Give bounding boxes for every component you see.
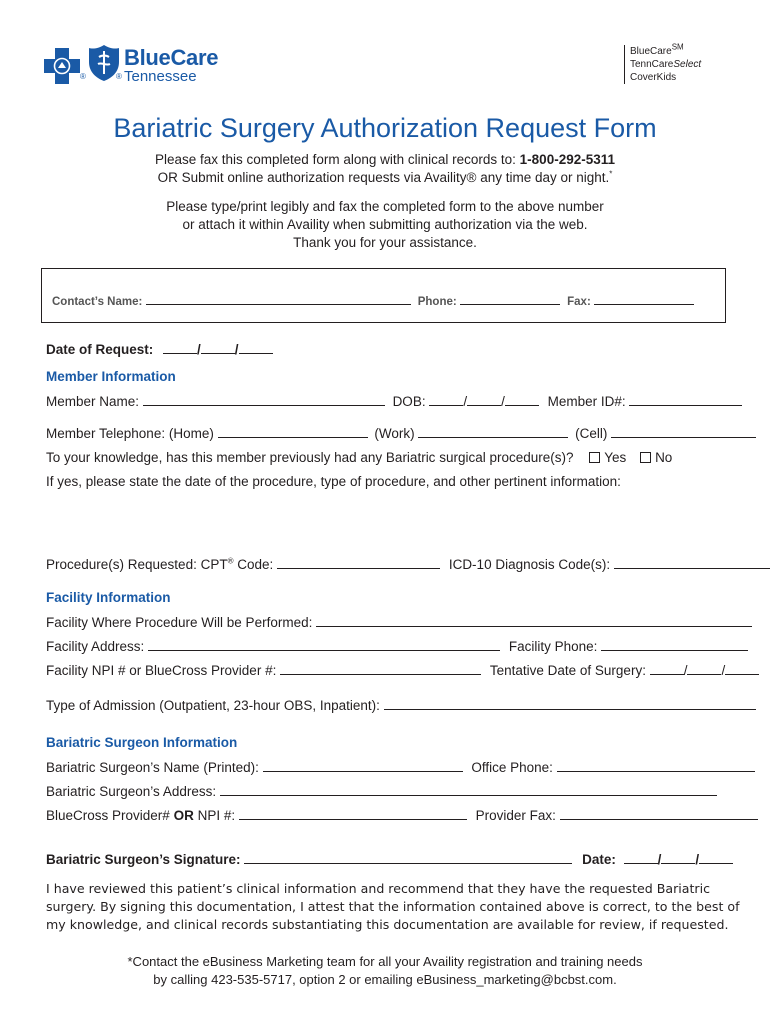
member-name-row xyxy=(46,393,742,410)
signature-field[interactable] xyxy=(244,851,572,864)
date-separator: / xyxy=(463,394,468,409)
contact-phone-label: Phone: xyxy=(417,296,457,308)
request-month-field[interactable] xyxy=(163,341,197,354)
surgeon-address-field[interactable] xyxy=(220,783,717,796)
previous-procedure-details-area[interactable] xyxy=(46,494,724,544)
attestation-line-1: I have reviewed this patient’s clinical information and recommend that they have the requested Bariatric xyxy=(46,881,711,896)
bluecare-logo xyxy=(44,44,234,84)
footer-line-2: by calling 423-535-5717, option 2 or emailing eBusiness_marketing@bcbst.com. xyxy=(153,972,617,987)
attestation-paragraph xyxy=(46,880,740,934)
registered-mark-2: ® xyxy=(116,72,122,81)
instruction-line-1: Please type/print legibly and fax the completed form to the above number xyxy=(166,199,604,214)
facility-address-label: Facility Address: xyxy=(46,639,145,654)
admission-type-label: Type of Admission (Outpatient, 23-hour OBS, Inpatient): xyxy=(46,698,380,713)
page-title: Bariatric Surgery Authorization Request Form xyxy=(113,113,657,143)
office-phone-field[interactable] xyxy=(557,759,755,772)
facility-section-heading: Facility Information xyxy=(46,590,171,605)
registered-mark: ® xyxy=(80,72,86,81)
contact-phone-field[interactable] xyxy=(460,292,560,305)
footer-line-1: *Contact the eBusiness Marketing team for all your Availity registration and training needs xyxy=(127,954,643,969)
member-id-field[interactable] xyxy=(629,393,742,406)
admission-type-row xyxy=(46,697,756,714)
provider-fax-label: Provider Fax: xyxy=(475,808,556,823)
surgery-day-field[interactable] xyxy=(687,662,721,675)
program-bluecare xyxy=(630,42,701,58)
no-label: No xyxy=(655,450,673,465)
registered-mark: ® xyxy=(227,556,234,566)
facility-phone-field[interactable] xyxy=(601,638,748,651)
facility-npi-row xyxy=(46,662,759,679)
cpt-code-field[interactable] xyxy=(277,556,440,569)
work-phone-label: (Work) xyxy=(374,426,415,441)
npi-label: NPI #: xyxy=(197,808,236,823)
date-separator: / xyxy=(657,852,662,867)
instruction-line-3: Thank you for your assistance. xyxy=(293,235,477,250)
no-checkbox[interactable] xyxy=(640,452,651,463)
or-label: OR xyxy=(173,808,194,823)
fax-instruction xyxy=(0,152,770,167)
date-separator: / xyxy=(683,663,688,678)
service-mark: SM xyxy=(671,42,684,52)
member-telephone-row xyxy=(46,425,756,442)
if-yes-instruction: If yes, please state the date of the procedure, type of procedure, and other pertinent information: xyxy=(46,474,621,489)
procedure-codes-row xyxy=(46,556,770,573)
fax-instruction-text: Please fax this completed form along with clinical records to: xyxy=(154,152,516,167)
facility-where-field[interactable] xyxy=(316,614,752,627)
request-day-field[interactable] xyxy=(201,341,235,354)
previous-procedure-row xyxy=(46,450,672,466)
surgeon-section-heading: Bariatric Surgeon Information xyxy=(46,735,238,750)
dob-year-field[interactable] xyxy=(505,393,539,406)
signature-label: Bariatric Surgeon’s Signature: xyxy=(46,852,241,867)
cpt-label: Procedure(s) Requested: CPT xyxy=(46,557,228,572)
facility-where-row xyxy=(46,614,752,631)
work-phone-field[interactable] xyxy=(418,425,568,438)
dob-month-field[interactable] xyxy=(429,393,463,406)
signature-date-label: Date: xyxy=(582,852,616,867)
contact-fax-field[interactable] xyxy=(594,292,694,305)
signature-row xyxy=(46,851,733,868)
facility-address-row xyxy=(46,638,748,655)
provider-npi-field[interactable] xyxy=(239,807,467,820)
signature-month-field[interactable] xyxy=(624,851,658,864)
programs-list xyxy=(624,42,702,84)
icd10-field[interactable] xyxy=(614,556,770,569)
yes-label: Yes xyxy=(604,450,627,465)
dob-day-field[interactable] xyxy=(467,393,501,406)
contact-fax-label: Fax: xyxy=(567,296,591,308)
online-instruction-text: OR Submit online authorization requests via Availity® any time day or night. xyxy=(157,170,610,185)
fax-number: 1-800-292-5311 xyxy=(519,152,616,167)
program-coverkids: CoverKids xyxy=(630,72,677,83)
yes-checkbox[interactable] xyxy=(589,452,600,463)
program-tenncare-label: TennCare xyxy=(630,59,674,70)
provider-number-label: BlueCross Provider# xyxy=(46,808,170,823)
previous-procedure-question: To your knowledge, has this member previously had any Bariatric surgical procedure(s)? xyxy=(46,450,574,465)
facility-phone-label: Facility Phone: xyxy=(508,639,598,654)
member-id-label: Member ID#: xyxy=(547,394,626,409)
contact-row xyxy=(52,292,694,308)
tentative-date-label: Tentative Date of Surgery: xyxy=(489,663,646,678)
surgeon-name-label: Bariatric Surgeon’s Name (Printed): xyxy=(46,760,259,775)
home-phone-field[interactable] xyxy=(218,425,368,438)
date-separator: / xyxy=(695,852,700,867)
dob-label: DOB: xyxy=(392,394,426,409)
contact-name-field[interactable] xyxy=(146,292,411,305)
brand-name: BlueCare xyxy=(124,45,219,70)
member-section-heading: Member Information xyxy=(46,369,176,384)
signature-year-field[interactable] xyxy=(699,851,733,864)
date-separator: / xyxy=(721,663,726,678)
provider-fax-field[interactable] xyxy=(560,807,758,820)
surgery-year-field[interactable] xyxy=(725,662,759,675)
cell-phone-field[interactable] xyxy=(611,425,756,438)
program-tenncare-select xyxy=(630,58,701,71)
date-separator: / xyxy=(501,394,505,409)
date-of-request-label: Date of Request: xyxy=(46,342,154,357)
date-separator: / xyxy=(197,342,201,357)
home-phone-label: Member Telephone: (Home) xyxy=(46,426,214,441)
surgeon-address-row xyxy=(46,783,717,800)
facility-address-field[interactable] xyxy=(148,638,500,651)
date-separator: / xyxy=(234,342,239,357)
brand-region: Tennessee xyxy=(124,68,197,85)
facility-where-label: Facility Where Procedure Will be Performed: xyxy=(46,615,313,630)
signature-day-field[interactable] xyxy=(661,851,695,864)
contact-name-label: Contact’s Name: xyxy=(52,296,143,308)
program-select-label: Select xyxy=(673,59,702,70)
facility-npi-label: Facility NPI # or BlueCross Provider #: xyxy=(46,663,277,678)
surgeon-name-field[interactable] xyxy=(263,759,463,772)
provider-number-row xyxy=(46,807,758,824)
cell-phone-label: (Cell) xyxy=(575,426,608,441)
member-name-field[interactable] xyxy=(143,393,385,406)
program-bluecare-label: BlueCare xyxy=(630,46,672,57)
cpt-code-label: Code: xyxy=(237,557,274,572)
blue-cross-icon xyxy=(44,48,80,84)
attestation-line-2: surgery. By signing this documentation, I attest that the information contained above is correct, to the best of xyxy=(46,899,740,914)
member-name-label: Member Name: xyxy=(46,394,140,409)
facility-npi-field[interactable] xyxy=(280,662,481,675)
request-year-field[interactable] xyxy=(239,341,273,354)
office-phone-label: Office Phone: xyxy=(471,760,553,775)
contact-box xyxy=(41,268,726,323)
online-instruction xyxy=(0,170,770,185)
attestation-line-3: my knowledge, and clinical records substantiating this documentation are available for review, if requested. xyxy=(46,917,729,932)
instruction-line-2: or attach it within Availity when submitting authorization via the web. xyxy=(182,217,588,232)
footnote-mark: * xyxy=(609,169,613,179)
surgeon-name-row xyxy=(46,759,755,776)
date-of-request-row xyxy=(46,341,273,358)
surgery-month-field[interactable] xyxy=(650,662,684,675)
icd10-label: ICD-10 Diagnosis Code(s): xyxy=(448,557,611,572)
surgeon-address-label: Bariatric Surgeon’s Address: xyxy=(46,784,217,799)
admission-type-field[interactable] xyxy=(384,697,756,710)
